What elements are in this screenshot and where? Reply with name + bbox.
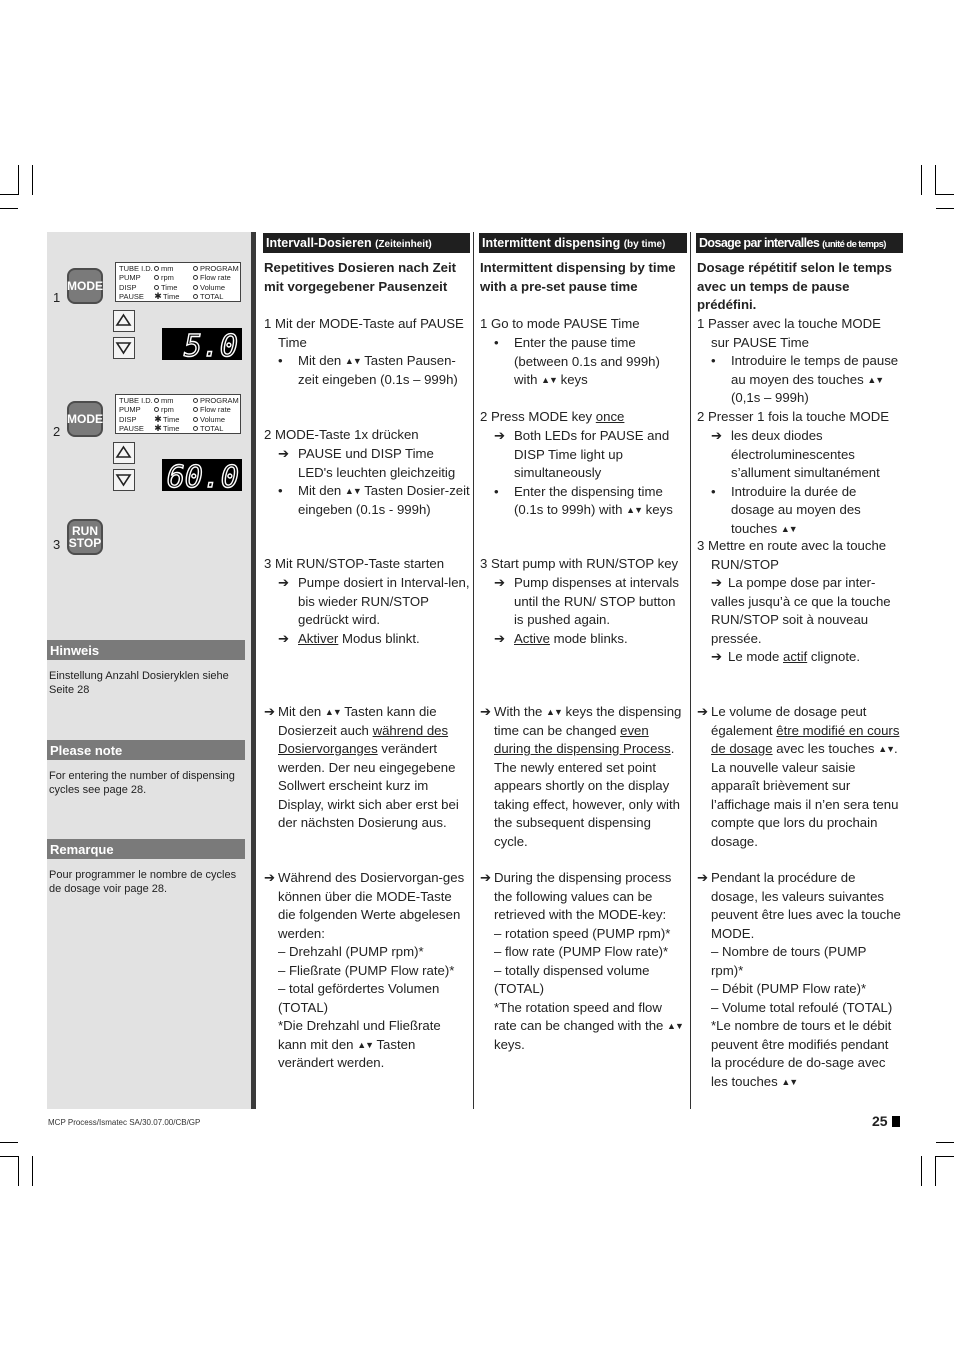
step-text: 3 Start pump with RUN/STOP key [480, 556, 679, 571]
note-paragraph: ➔ Mit den ▲▼ Tasten kann die Dosierzeit auch während des Dosiervorganges verändert werden. Der neu eingegebene Sollwert erscheint kurz im Display, wirkt sich aber erst bei der nächsten Dosierung aus. [264, 704, 459, 830]
arrow-icon: ➔ [711, 575, 723, 590]
bullet-item: • Enter the dispensing time (0.1s to 999h) with ▲▼ keys [480, 483, 686, 520]
led-off-icon [193, 285, 198, 290]
section-heading-de: Intervall-Dosieren (Zeiteinheit) [263, 233, 470, 253]
lead-text: Dosage répétitif selon le temps avec un temps de pause prédéfini. [697, 260, 892, 312]
up-down-keys-icon: ▲▼ [546, 707, 562, 717]
note-text-fr: Pour programmer le nombre de cycles de dosage voir page 28. [49, 869, 237, 895]
sidebar-divider [251, 232, 256, 1109]
up-down-keys-icon: ▲▼ [357, 1039, 374, 1050]
arrow-icon: ➔ [264, 870, 276, 885]
led-on-icon: ✱ [154, 413, 162, 424]
arrow-icon: ➔ [494, 428, 506, 443]
step-text: 2 Press MODE key once [480, 409, 625, 424]
step-text: 2 Presser 1 fois la touche MODE [697, 409, 890, 424]
arrow-icon: ➔ [697, 704, 709, 719]
led-off-icon [193, 407, 198, 412]
page-marker [892, 1116, 900, 1127]
lead-text: Repetitives Dosieren nach Zeit mit vorgegebener Pausenzeit [264, 260, 457, 294]
down-key-icon [113, 469, 135, 491]
crop-mark [0, 194, 18, 195]
led-off-icon [193, 275, 198, 280]
note-paragraph: ➔ Pendant la procédure de dosage, les valeurs suivantes peuvent être lues avec la touche MODE. – Nombre de tours (PUMP rpm)* – Débit (PUMP Flow rate)* – Volume total refoulé (TOTAL) *Le nombre de tours et le débit peuvent être modifiés pendant la procédure de do-sage avec les touches ▲▼ [697, 869, 901, 1091]
led-off-icon [193, 417, 198, 422]
column-divider [473, 232, 474, 1109]
seven-segment-display [162, 459, 242, 491]
up-down-keys-icon: ▲▼ [344, 356, 361, 366]
led-on-icon: ✱ [154, 422, 162, 433]
crop-mark [921, 1156, 922, 1186]
crop-mark [936, 1142, 954, 1143]
lead-text: Intermittent dispensing by time with a pre-set pause time [480, 260, 676, 294]
arrow-item: ➔ La pompe dose par inter-valles jusqu’à ce que la touche RUN/STOP soit à nouveau pressée. [711, 575, 891, 646]
bullet-item: • Mit den ▲▼ Tasten Pausen-zeit eingeben (0.1s – 999h) [278, 353, 458, 387]
arrow-icon: ➔ [494, 575, 506, 590]
note-paragraph: ➔ Le volume de dosage peut également être modifié en cours de dosage avec les touches ▲▼. La nouvelle valeur saisie apparaît brièvement sur l’affichage mais il n’en sera tenu compte que lors du prochain dosage. [697, 704, 900, 849]
crop-mark [936, 194, 954, 195]
note-heading-de: Hinweis [47, 640, 245, 660]
led-off-icon [154, 266, 159, 271]
step-number: 1 [53, 290, 61, 305]
crop-mark [921, 165, 922, 195]
step-text: 1 Passer avec la touche MODE sur PAUSE Time [697, 316, 881, 350]
arrow-icon: ➔ [494, 630, 506, 646]
step-text: 2 MODE-Taste 1x drücken [264, 427, 419, 442]
arrow-icon: ➔ [711, 428, 723, 443]
led-off-icon [154, 407, 159, 412]
up-down-keys-icon: ▲▼ [626, 505, 642, 515]
crop-mark [32, 165, 33, 195]
led-off-icon [193, 266, 198, 271]
arrow-item: ➔ PAUSE und DISP Time LED's leuchten gleichzeitig [278, 446, 456, 480]
arrow-icon: ➔ [264, 704, 276, 719]
crop-mark [936, 1156, 954, 1157]
up-down-keys-icon: ▲▼ [344, 486, 361, 496]
note-heading-en: Please note [47, 740, 245, 760]
up-down-keys-icon: ▲▼ [781, 1076, 798, 1087]
crop-mark [0, 208, 18, 209]
bullet-item: • Enter the pause time (between 0.1s and 999h) with ▲▼ keys [480, 334, 686, 390]
led-off-icon [193, 426, 198, 431]
arrow-item: ➔ les deux diodes électroluminescentes s’allument simultanément [711, 428, 880, 480]
step-text: 3 Mit RUN/STOP-Taste starten [264, 556, 445, 571]
arrow-item: ➔ Pumpe dosiert in Interval-len, bis wieder RUN/STOP gedrückt wird. [278, 575, 470, 627]
note-paragraph: ➔ Während des Dosiervorgan-ges können über die MODE-Taste die folgenden Werte abgelesen werden: – Drehzahl (PUMP rpm)* – Fließrate (PUMP Flow rate)* – total gefördertes Volumen (TOTAL) *Die Drehzahl und Fließrate kann mit den ▲▼ Tasten verändert werden. [264, 870, 465, 1070]
footer-text: MCP Process/Ismatec SA/30.07.00/CB/GP [48, 1118, 201, 1127]
crop-mark [0, 1142, 18, 1143]
led-off-icon [193, 398, 198, 403]
bullet-item: • Mit den ▲▼ Tasten Dosier-zeit eingeben (0.1s - 999h) [278, 483, 470, 517]
note-paragraph: ➔ With the ▲▼ keys the dispensing time can be changed even during the dispensing Process. The newly entered set point appears shortly on the display taking effect, however, only with the subsequent dispensing cycle. [480, 704, 682, 849]
note-paragraph: ➔ During the dispensing process the following values can be retrieved with the MODE-key: – rotation speed (PUMP rpm)* – flow rate (PUMP Flow rate)* – totally dispensed volume (TOTAL) *The rotation speed and flow rate can be changed with the ▲▼ keys. [480, 870, 683, 1052]
page-number: 25 [872, 1113, 888, 1129]
step-text: 1 Go to mode PAUSE Time [480, 316, 640, 331]
seven-segment-display [162, 328, 242, 360]
arrow-item: ➔ Both LEDs for PAUSE and DISP Time light up simultaneously [494, 428, 670, 480]
led-off-icon [154, 275, 159, 280]
arrow-icon: ➔ [711, 649, 723, 664]
up-down-keys-icon: ▲▼ [867, 374, 884, 385]
up-down-keys-icon: ▲▼ [324, 707, 341, 717]
section-heading-fr: Dosage par intervalles (unité de temps) [696, 233, 903, 253]
crop-mark [32, 1156, 33, 1186]
crop-mark [18, 1156, 19, 1186]
svg-text:60.0: 60.0 [166, 460, 239, 491]
led-on-icon: ✱ [154, 290, 162, 301]
arrow-icon: ➔ [697, 870, 709, 885]
arrow-icon: ➔ [278, 630, 290, 646]
down-key-icon [113, 337, 135, 359]
step-number: 3 [53, 537, 61, 552]
arrow-icon: ➔ [278, 446, 290, 461]
crop-mark [935, 165, 936, 195]
led-off-icon [154, 285, 159, 290]
arrow-item: ➔ Pump dispenses at intervals until the RUN/ STOP button is pushed again. [494, 575, 679, 627]
column-divider [690, 232, 691, 1109]
up-down-keys-icon: ▲▼ [780, 523, 797, 534]
note-text-de: Einstellung Anzahl Dosieryklen siehe Seite 28 [49, 670, 229, 696]
step-number: 2 [53, 424, 61, 439]
up-down-keys-icon: ▲▼ [878, 744, 895, 754]
crop-mark [935, 1156, 936, 1186]
arrow-item: ➔ Active mode blinks. [480, 630, 686, 649]
crop-mark [0, 1156, 18, 1157]
step-text: 1 Mit der MODE-Taste auf PAUSE Time [264, 316, 464, 350]
crop-mark [936, 208, 954, 209]
note-text-en: For entering the number of dispensing cycles see page 28. [49, 770, 235, 796]
mode-key-icon: MODE [67, 401, 103, 437]
arrow-icon: ➔ [480, 704, 492, 719]
svg-text:5.0: 5.0 [183, 329, 238, 360]
up-down-keys-icon: ▲▼ [667, 1021, 683, 1031]
run-stop-key-icon: RUN STOP [67, 519, 103, 555]
bullet-item: • Introduire la durée de dosage au moyen des touches ▲▼ [697, 483, 901, 539]
status-panel: TUBE I.D. PUMP DISP PAUSE mm rpm ✱Time ✱Time PROGRAM Flow rate Volume TOTAL [115, 394, 241, 434]
arrow-item: ➔ Aktiver Modus blinkt. [264, 630, 470, 649]
step-text: 3 Mettre en route avec la touche RUN/STOP [697, 538, 887, 572]
section-heading-en: Intermittent dispensing (by time) [479, 233, 687, 253]
led-off-icon [154, 398, 159, 403]
arrow-item: ➔ Le mode actif clignote. [697, 648, 901, 667]
up-down-keys-icon: ▲▼ [541, 375, 557, 385]
status-panel: TUBE I.D. PUMP DISP PAUSE mm rpm Time ✱Time PROGRAM Flow rate Volume TOTAL [115, 262, 241, 302]
arrow-icon: ➔ [480, 870, 492, 885]
up-key-icon [113, 310, 135, 332]
bullet-item: • Introduire le temps de pause au moyen des touches ▲▼ (0,1s – 999h) [711, 353, 899, 405]
mode-key-icon: MODE [67, 268, 103, 304]
arrow-icon: ➔ [278, 575, 290, 590]
led-off-icon [193, 294, 198, 299]
note-heading-fr: Remarque [47, 839, 245, 859]
crop-mark [18, 165, 19, 195]
up-key-icon [113, 442, 135, 464]
